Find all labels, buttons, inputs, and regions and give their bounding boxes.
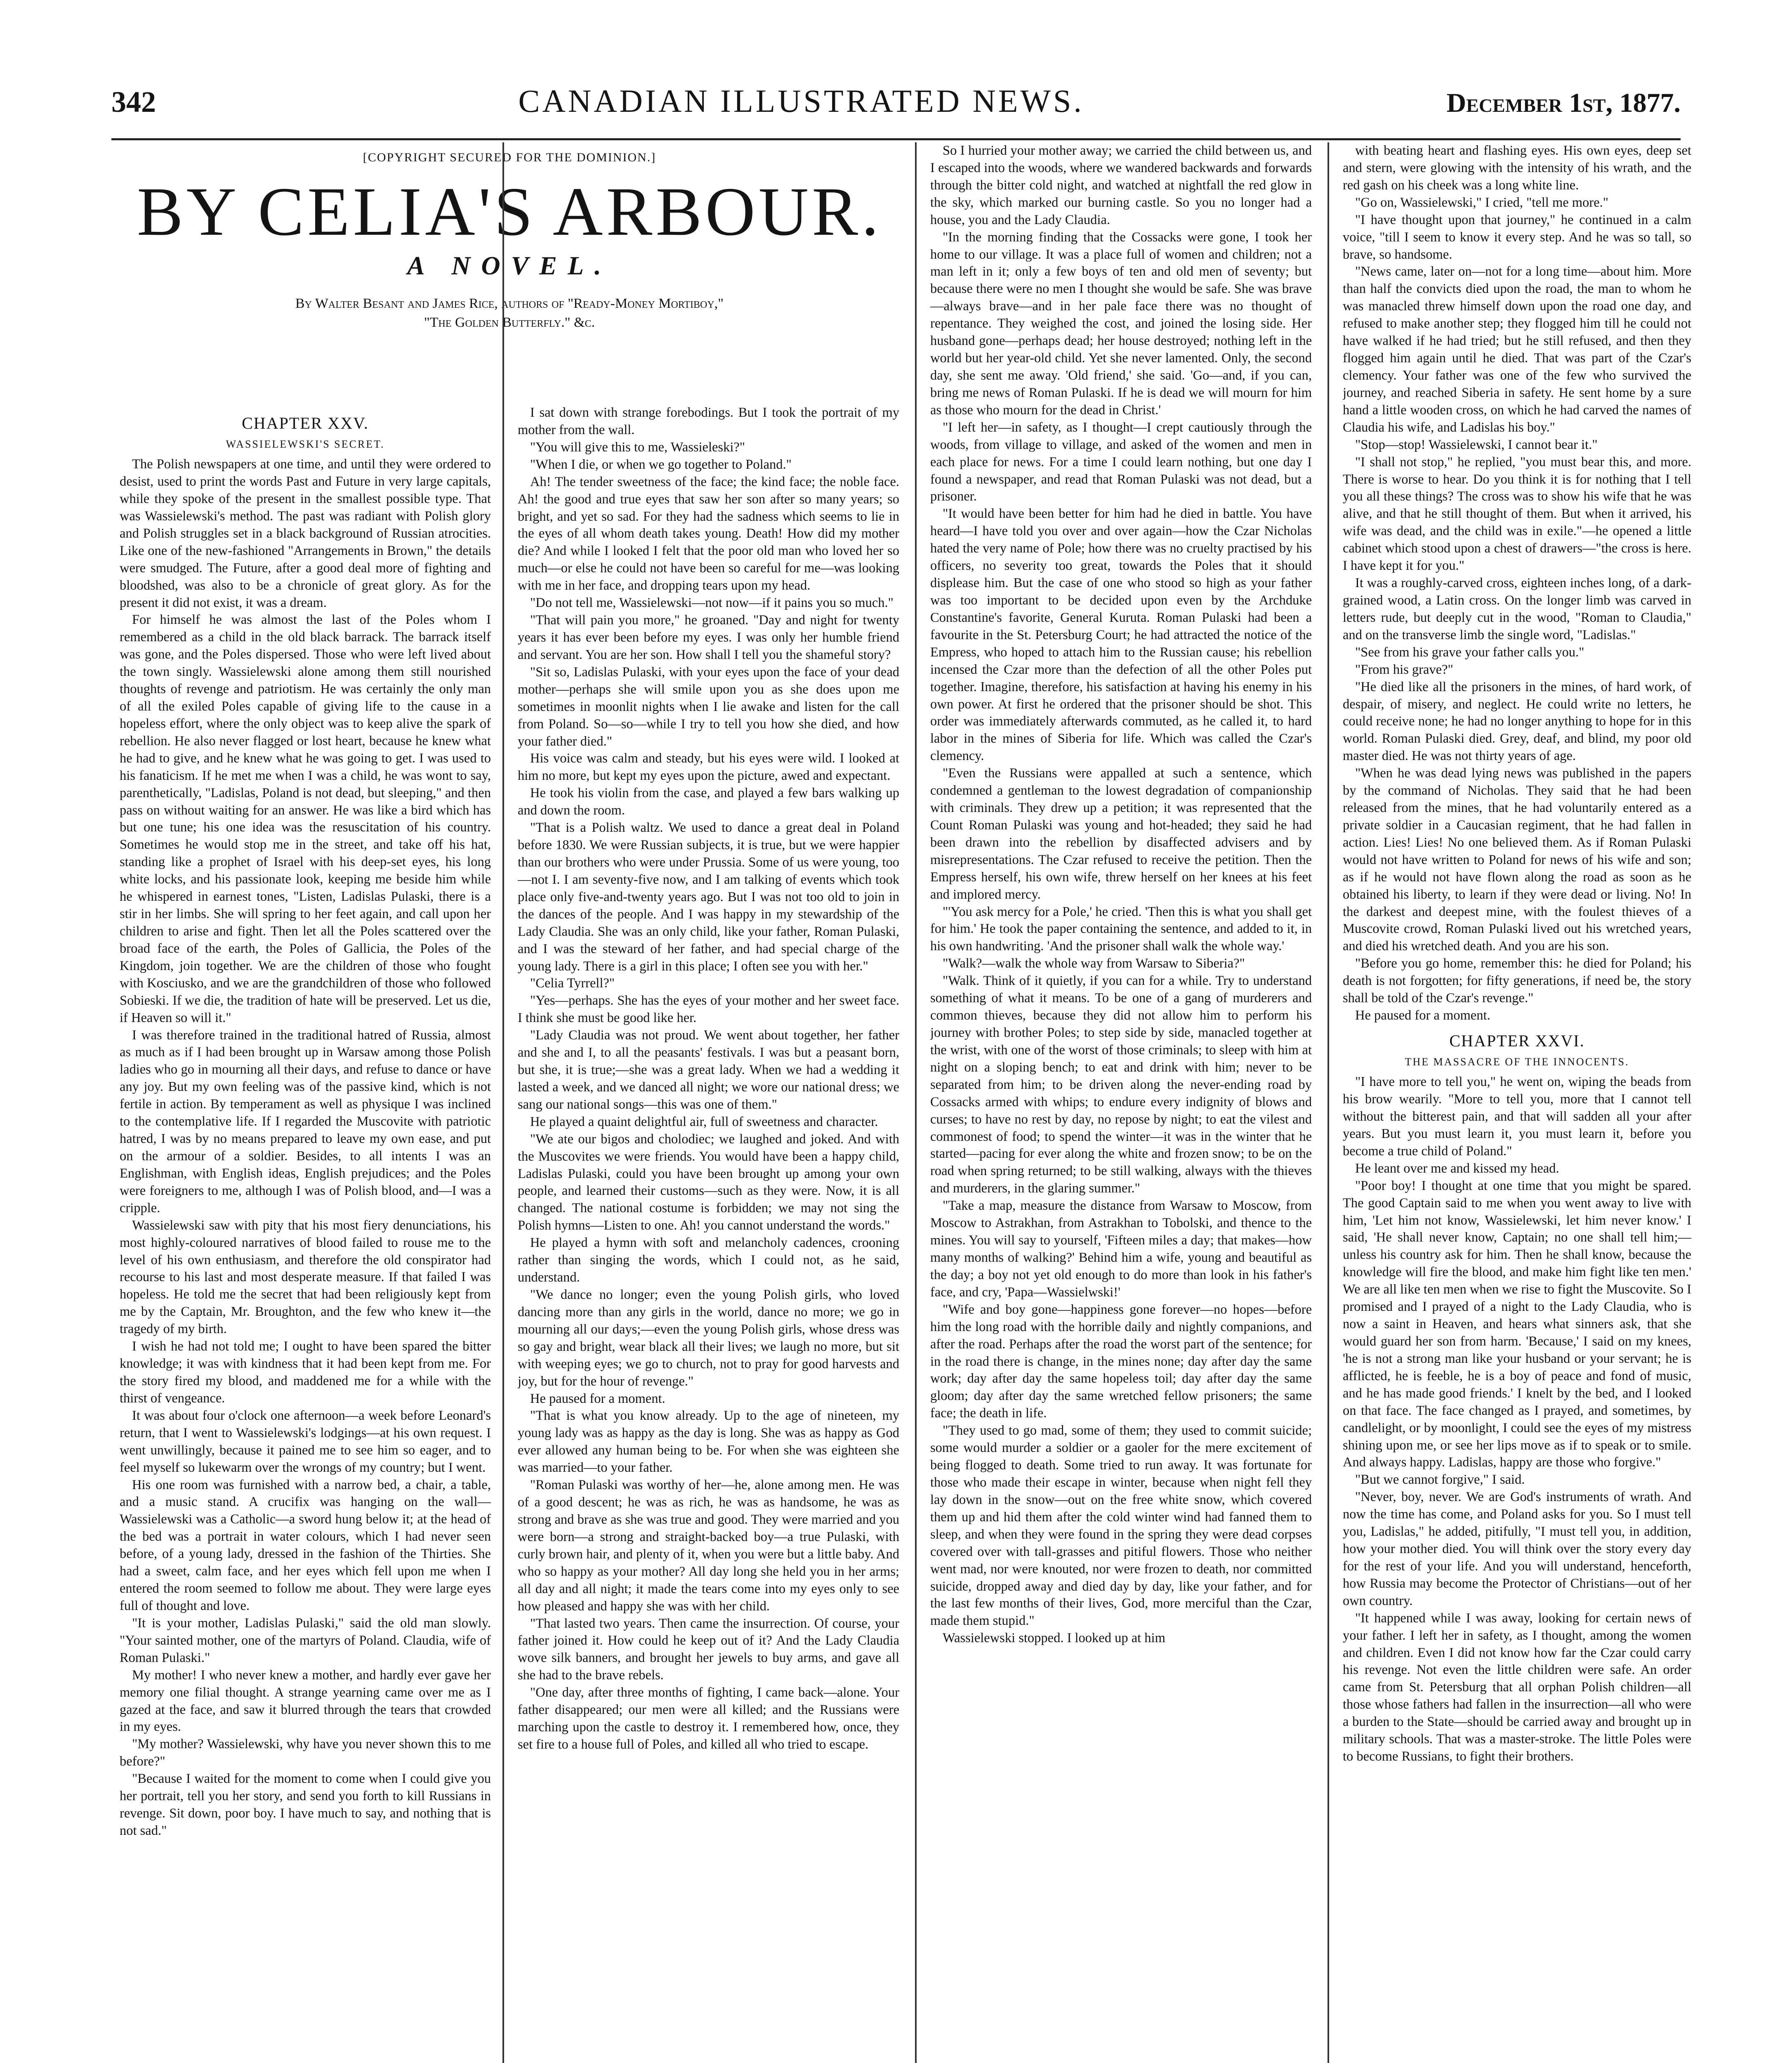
paragraph: "When he was dead lying news was published in the papers by the command of Nicholas. They said that he had been released from the mines, that he had voluntarily entered as a private soldier in a Caucasian regiment, that he had fallen in action. Lies! Lies! No one believed them. As if Roman Pulaski would not have written to Poland for news of his wife and son; as if he would not have flown along the road as soon as he obtained his liberty, to learn if they were dead or living. No! In the darkest and deepest mine, with the foulest thieves of a Muscovite crowd, Roman Pulaski lived out his wretched years, and died his wretched death. And you are his son. — [1343, 766, 1691, 954]
chapter-heading: CHAPTER XXV. — [242, 414, 369, 432]
paragraph: "Before you go home, remember this: he died for Poland; his death is not forgotten; for fifty generations, if need be, the story shall be told of the Czar's revenge." — [1343, 956, 1691, 1006]
paragraph: He played a hymn with soft and melancholy cadences, crooning rather than singing the words, which I could not, as he said, understand. — [518, 1235, 899, 1285]
paragraph: Wassielewski saw with pity that his most fiery denunciations, his most highly-coloured narratives of blood failed to rouse me to the level of his own enthusiasm, and therefore the old conspirator had recourse to his last and most desperate measure. If that failed I was hopeless. He told me the secret that had been religiously kept from me by the Captain, Mr. Broughton, and the few who knew it—the tragedy of my birth. — [120, 1218, 491, 1337]
chapter-xxv-start — [120, 413, 491, 1840]
paragraph: "In the morning finding that the Cossacks were gone, I took her home to our village. It was a place full of women and children; not a man left in it; only a few boys of ten and old men of seventy; but because there were no men I thought she would be safe. She was brave—always brave—and in her pale face there was no thought of repentance. They weighed the cost, and joined the losing side. Her husband gone—perhaps dead; her house destroyed; nothing left in the world but her year-old child. Yet she never lamented. Only, the second day, she sent me away. 'Old friend,' she said. 'Go—and, if you can, bring me news of Roman Pulaski. If he is dead we will mourn for him as those who mourn for the dead in Christ.' — [930, 229, 1312, 418]
paragraph: He took his violin from the case, and played a few bars walking up and down the room. — [518, 786, 899, 818]
paragraph: "Roman Pulaski was worthy of her—he, alone among men. He was of a good descent; he was as rich, he was as handsome, he was as strong and brave as she was true and good. They were married and you were born—a strong and straight-backed boy—a true Pulaski, with curly brown hair, and plenty of it, when you were but a little baby. And who so happy as your mother? All day long she held you in her arms; all day and all night; it made the tears come into my eyes only to see how pleased and happy she was with her child. — [518, 1478, 899, 1614]
paragraph: "Wife and boy gone—happiness gone forever—no hopes—before him the long road with the horrible daily and nightly companions, and after the road. Perhaps after the road the worst part of the sentence; for in the road there is change, in the mines none; day after day the same work; day after day the same hopeless toil; day after day the same gloom; day after day the same wretched fellow prisoners; the same face; the death in life. — [930, 1302, 1312, 1421]
column-rule — [502, 142, 504, 2063]
paragraph: "I have more to tell you," he went on, wiping the beads from his brow wearily. "More to tell you, more that I cannot tell without the bitterest pain, and that will sadden all your after years. But you must learn it, you must learn it, before you become a true child of Poland." — [1343, 1074, 1691, 1159]
paragraph: "Walk?—walk the whole way from Warsaw to Siberia?" — [943, 956, 1245, 971]
chapter-subheading: THE MASSACRE OF THE INNOCENTS. — [1405, 1055, 1629, 1068]
paragraph: The Polish newspapers at one time, and until they were ordered to desist, used to print the words Past and Future in very large capitals, while they spoke of the present in the smallest possible type. That was Wassielewski's method. The past was radiant with Polish glory and Polish struggles set in a black background of Russian atrocities. Like one of the new-fashioned "Arrangements in Brown," the details were smudged. The Future, after a good deal more of fighting and bloodshed, was also to be a chronicle of great glory. As for the present it did not exist, it was a dream. — [120, 457, 491, 610]
column-3-text — [930, 142, 1312, 1647]
paragraph: "But we cannot forgive," I said. — [1355, 1472, 1525, 1487]
column-rule — [915, 142, 917, 2063]
paragraph: He leant over me and kissed my head. — [1355, 1161, 1559, 1176]
paragraph: "Lady Claudia was not proud. We went about together, her father and she and I, to all the peasants' festivals. I was but a peasant born, but she, it is true;—she was a great lady. When we had a wedding it lasted a week, and we danced all night; we wore our national dress; we sang our national songs—this was one of them." — [518, 1028, 899, 1112]
paragraph: His one room was furnished with a narrow bed, a chair, a table, and a music stand. A crucifix was hanging on the wall—Wassielewski was a Catholic—a sword hung below it; at the head of the bed was a portrait in water colours, which I had never seen before, of a young lady, dressed in the fashion of the Thirties. She had a sweet, calm face, and her eyes which fell upon me when I entered the room seemed to follow me about. They were large eyes full of thought and love. — [120, 1477, 491, 1613]
column-4-text — [1343, 142, 1691, 1024]
paragraph: "They used to go mad, some of them; they used to commit suicide; some would murder a soldier or a gaoler for the mere excitement of being flogged to death. Some tried to run away. It was fortunate for those who made their escape in winter, because when night fell they lay down in the snow—out on the free white snow, which covered them up and hid them after the cold winter wind had fanned them to sleep, and when they were found in the spring they were dead corpses covered over with tall-grasses and pitiful flowers. Those who neither went mad, nor were knouted, nor were frozen to death, nor committed suicide, dropped away and died day by day, like your father, and for the last few months of their lives, God, more merciful than the Czar, made them stupid." — [930, 1423, 1312, 1629]
paragraph: "Yes—perhaps. She has the eyes of your mother and her sweet face. I think she must be good like her. — [518, 993, 899, 1026]
paragraph: "It would have been better for him had he died in battle. You have heard—I have told you over and over again—how the Czar Nicholas hated the very name of Pole; how there was no cruelty practised by his officers, no severity too great, towards the Poles that it should displease him. But the case of one who stood so high as your father was too important to be decided upon even by the Archduke Constantine's favorite, General Kuruta. Roman Pulaski had been a favourite in the St. Petersburg Court; he had attracted the notice of the Empress, who hoped to attach him to the Russian cause; his rebellion incensed the Czar more than the defection of all the other Poles put together. Imagine, therefore, his satisfaction at having his enemy in his own power. At first he ordered that the prisoner should be shot. This order was immediately afterwards commuted, as he called it, to hard labor in the mines of Siberia for life. Which was called the Czar's clemency. — [930, 506, 1312, 764]
paragraph: "Go on, Wassielewski," I cried, "tell me more." — [1355, 195, 1608, 210]
paragraph: He paused for a moment. — [1355, 1008, 1490, 1023]
paragraph: It was a roughly-carved cross, eighteen inches long, of a dark-grained wood, a Latin cross. On the longer limb was carved in letters rude, but deeply cut in the wood, "Roman to Claudia," and on the transverse limb the single word, "Ladislas." — [1343, 576, 1691, 642]
column-3 — [930, 142, 1312, 2063]
paragraph: "Never, boy, never. We are God's instruments of wrath. And now the time has come, and Poland asks for you. So I must tell you, Ladislas," he added, pitifully, "I must tell you, in addition, how your mother died. You will think over the story every day for the rest of your life. And you will understand, henceforth, how Russia may become the Protector of Christians—out of her own country. — [1343, 1489, 1691, 1608]
page-number: 342 — [111, 85, 156, 118]
paragraph: "'You ask mercy for a Pole,' he cried. 'Then this is what you shall get for him.' He took the paper containing the sentence, and added to it, in his own handwriting. 'And the prisoner shall walk the whole way.' — [930, 904, 1312, 954]
paragraph: "News came, later on—not for a long time—about him. More than half the convicts died upon the road, the man to whom he was manacled threw himself down upon the road one day, and refused to make another step; they flogged him till he could not have walked if he had tried; but he still refused, and then they flogged him again until he died. That was part of the Czar's clemency. Your father was one of the few who survived the journey, and reached Siberia in safety. He sent home by a sure hand a little wooden cross, on which he had carved the names of Claudia his wife, and Ladislas his boy." — [1343, 264, 1691, 435]
paragraph: "That lasted two years. Then came the insurrection. Of course, your father joined it. How could he keep out of it? And the Lady Claudia wove silk banners, and brought her jewels to buy arms, and gave all she had to the brave rebels. — [518, 1616, 899, 1683]
column-1-text — [120, 456, 491, 1840]
story-subtitle: A NOVEL. — [407, 251, 612, 280]
paragraph: I was therefore trained in the traditional hatred of Russia, almost as much as if I had been brought up in Warsaw among those Polish ladies who go in mourning all their days, and refuse to dance or have any joy. But my own feeling was of the passive kind, which is not fertile in action. By temperament as well as physique I was inclined to the contemplative life. If I regarded the Muscovite with patriotic hatred, I was by no means prepared to leave my own ease, and put on the armour of a soldier. Besides, to all intents I was an Englishman, with English ideas, English prejudices; and the Poles were foreigners to me, although I was of Polish blood, and—I was a cripple. — [120, 1027, 491, 1216]
paragraph: "It happened while I was away, looking for certain news of your father. I left her in safety, as I thought, among the women and children. Even I did not know how far the Czar could carry his revenge. Not even the little children were safe. An order came from St. Petersburg that all orphan Polish children—all those whose fathers had fallen in the insurrection—all who were a burden to the State—should be carried away and brought up in military schools. That was a master-stroke. The little Poles were to become Russians, to fight their brothers. — [1343, 1610, 1691, 1764]
paragraph: "Sit so, Ladislas Pulaski, with your eyes upon the face of your dead mother—perhaps she will smile upon you as she does upon me sometimes in moonlit nights when I lie awake and listen for the call from Poland. So—so—while I try to tell you how she died, and how your father died." — [518, 664, 899, 749]
paragraph: "From his grave?" — [1355, 662, 1453, 677]
paragraph: "I left her—in safety, as I thought—I crept cautiously through the woods, from village to village, and asked of the women and men in each place for news. For a time I could learn nothing, but one day I found a newspaper, and read that Roman Pulaski was not dead, but a prisoner. — [930, 420, 1312, 504]
paragraph: "Poor boy! I thought at one time that you might be spared. The good Captain said to me when you went away to live with him, 'Let him not know, Wassielewski, let him never know.' I said, 'He shall never know, Captain; no one shall tell him;—unless his country ask for him. Then he shall know, because the knowledge will fire the blood, and make him fight like ten men.' We are all like ten men when we rise to fight the Muscovite. So I promised and I prayed of a night to the Lady Claudia, who is now a saint in Heaven, and hears what sinners ask, that she would guard her son from harm. 'Because,' I said on my knees, 'he is not a strong man like your husband or your servant; he is afflicted, he is feeble, he is a boy of peace and fond of music, and he has made good friends.' I knelt by the bed, and I looked on that face. The face changed as I prayed, and sometimes, by candlelight, or by moonlight, I could see the eyes of my mistress shining upon me, or see her lips move as if to speak or to smile. And always happy. Ladislas, happy are those who forgive." — [1343, 1178, 1691, 1470]
column-rule — [1327, 142, 1329, 2063]
column-4 — [1343, 142, 1691, 2063]
paragraph: "I shall not stop," he replied, "you must bear this, and more. There is worse to hear. Do you think it is for nothing that I tell you all these things? The cross was to show his wife that he was alive, and that he still thought of them. But when it arrived, his wife was dead, and the child was in exile."—he opened a little cabinet which stood upon a chest of drawers—"the cross is here. I have kept it for you." — [1343, 454, 1691, 574]
paragraph: "I have thought upon that journey," he continued in a calm voice, "till I seem to know it every step. And he was so tall, so brave, so handsome. — [1343, 212, 1691, 262]
paragraph: He paused for a moment. — [530, 1391, 665, 1406]
paragraph: "Do not tell me, Wassielewski—not now—if it pains you so much." — [530, 595, 894, 611]
journal-title: CANADIAN ILLUSTRATED NEWS. — [518, 83, 1084, 119]
paragraph: It was about four o'clock one afternoon—a week before Leonard's return, that I went to Wassielewski's lodgings—at his own request. I went unwillingly, because it pained me to see him so eager, and to feel myself so lukewarm over the wrongs of my country; but I went. — [120, 1408, 491, 1475]
paragraph: "That will pain you more," he groaned. "Day and night for twenty years it has ever been before my eyes. I was only her humble friend and servant. You are her son. How shall I tell you the shameful story? — [518, 613, 899, 662]
paragraph: Ah! The tender sweetness of the face; the kind face; the noble face. Ah! the good and true eyes that saw her son after so many years; so bright, and yet so sad. For they had the sadness which seems to lie in the eyes of all whom death takes young. Death! How did my mother die? And while I looked I felt that the poor old man who loved her so much—or else he could not have been so careful for me—was looking with me in her face, and dropping tears upon my head. — [518, 474, 899, 593]
paragraph: "That is a Polish waltz. We used to dance a great deal in Poland before 1830. We were Russian subjects, it is true, but we were happier than our brothers who were under Prussia. Some of us were young, too—not I. I am seventy-five now, and I am talking of events which took place only five-and-twenty years ago. But I was not too old to join in the dances of the people. And I was happy in my stewardship of the Lady Claudia. She was an only child, like your father, Roman Pulaski, and I was the steward of her father, and had special charge of the young lady. There is a girl in this place; I often see you with her." — [518, 820, 899, 974]
running-head — [111, 83, 1681, 136]
header-rule — [111, 138, 1681, 140]
paragraph: "Take a map, measure the distance from Warsaw to Moscow, from Moscow to Astrakhan, from Astrakhan to Tobolski, and thence to the mines. You will say to yourself, 'Fifteen miles a day; that makes—how many months of walking?' Behind him a wife, young and beautiful as the day; a boy not yet old enough to do more than look in his father's face, and cry, 'Papa—Wassielwski!' — [930, 1198, 1312, 1300]
copyright-notice: [COPYRIGHT SECURED FOR THE DOMINION.] — [363, 151, 656, 164]
paragraph: "See from his grave your father calls you." — [1355, 644, 1585, 660]
paragraph: "When I die, or when we go together to Poland." — [530, 457, 792, 472]
paragraph: For himself he was almost the last of the Poles whom I remembered as a child in the old black barrack. The barrack itself was gone, and the Poles dispersed. Those who were left lived about the town singly. Wassielewski alone among them still nourished thoughts of revenge and patriotism. He was certainly the only man of all the exiled Poles capable of giving life to the cause in a hopeless effort, where the only object was to keep alive the spark of rebellion. He also never flagged or lost heart, because he knew what he had to give, and he knew what he was going to get. I was used to his fanaticism. If he met me when I was a child, he was wont to say, parenthetically, "Ladislas, Poland is not dead, but sleeping," and then pass on without waiting for an answer. He was like a bird which has but one tune; his one idea was the resuscitation of his country. Sometimes he would stop me in the street, and take off his hat, standing like a prophet of Israel with his deep-set eyes, his long white locks, and his passionate look, keeping me beside him while he whispered in earnest tones, "Listen, Ladislas Pulaski, there is a stir in her limbs. She will spring to her feet again, and call upon her children to arise and fight. Then let all the Poles scattered over the broad face of the earth, the Poles of Gallicia, the Poles of the Kingdom, join together. We are the children of those who fought with Kosciusko, and we are the grandchildren of those who followed Sobieski. If we die, the tradition of hate will be preserved. Let us die, if Heaven so will it." — [120, 612, 491, 1025]
paragraph: He played a quaint delightful air, full of sweetness and character. — [530, 1114, 878, 1129]
chapter-subheading: WASSIELEWSKI'S SECRET. — [226, 438, 385, 450]
byline-line-2: "The Golden Butterfly." &c. — [424, 314, 595, 330]
paragraph: I sat down with strange forebodings. But I took the portrait of my mother from the wall. — [518, 405, 899, 437]
byline-line-1: By Walter Besant and James Rice, authors of "Ready-Money Mortiboy," — [295, 296, 724, 311]
column-4-text-cont — [1343, 1074, 1691, 1766]
story-title: BY CELIA'S ARBOUR. — [137, 173, 882, 250]
paragraph: I wish he had not told me; I ought to have been spared the bitter knowledge; it was with kindness that it had been kept from me. For the story fired my blood, and maddened me for a while with the thirst of vengeance. — [120, 1339, 491, 1406]
paragraph: "One day, after three months of fighting, I came back—alone. Your father disappeared; our men were all killed; and the Russians were marching upon the castle to destroy it. I remembered how, once, they set fire to a house full of Poles, and killed all who tried to escape. — [518, 1685, 899, 1752]
paragraph: "Stop—stop! Wassielewski, I cannot bear it." — [1355, 437, 1598, 452]
chapter-heading: CHAPTER XXVI. — [1449, 1032, 1585, 1050]
column-2 — [518, 142, 899, 2063]
paragraph: Wassielewski stopped. I looked up at him — [943, 1631, 1165, 1646]
paragraph: "Because I waited for the moment to come when I could give you her portrait, tell you her story, and send you forth to kill Russians in revenge. Sit down, poor boy. I have much to say, and nothing that is not sad." — [120, 1771, 491, 1838]
paragraph: My mother! I who never knew a mother, and hardly ever gave her memory one filial thought. A strange yearning came over me as I gazed at the face, and saw it blurred through the tears that crowded in my eyes. — [120, 1667, 491, 1735]
paragraph: "It is your mother, Ladislas Pulaski," said the old man slowly. "Your sainted mother, one of the martyrs of Poland. Claudia, wife of Roman Pulaski." — [120, 1615, 491, 1665]
paragraph: "Even the Russians were appalled at such a sentence, which condemned a gentleman to the lowest degradation of companionship with criminals. They drew up a petition; it was represented that the Count Roman Pulaski was young and hot-headed; they said he had been drawn into the rebellion by disaffected advisers and by misrepresentations. The Czar refused to receive the petition. Then the Empress herself, his own wife, threw herself on her knees at his feet and implored mercy. — [930, 766, 1312, 902]
paragraph: "We dance no longer; even the young Polish girls, who loved dancing more than any girls in the world, dance no more; we go in mourning all our days;—even the young Polish girls, whose dress was so gay and bright, wear black all their lives; we laugh no more, but sit with weeping eyes; we go to church, not to pray for good harvests and joy, but for the hour of revenge." — [518, 1287, 899, 1389]
issue-date: December 1st, 1877. — [1446, 88, 1681, 118]
paragraph: "That is what you know already. Up to the age of nineteen, my young lady was as happy as the day is long. She was as happy as God ever allowed any human being to be. For when she was eighteen she was married—to your father. — [518, 1408, 899, 1475]
column-2-text — [518, 404, 899, 1754]
column-1 — [120, 142, 491, 2063]
paragraph: "My mother? Wassielewski, why have you never shown this to me before?" — [120, 1737, 491, 1769]
paragraph: "He died like all the prisoners in the mines, of hard work, of despair, of misery, and neglect. He could write no letters, he could receive none; he had no longer anything to hope for in this world. Roman Pulaski died. Grey, deaf, and blind, my poor old master died. He was not thirty years of age. — [1343, 679, 1691, 764]
paragraph: "We ate our bigos and cholodiec; we laughed and joked. And with the Muscovites we were friends. You would have been a happy child, Ladislas Pulaski, could you have been brought up among your own people, and learned their customs—such as they were. Now, it is all changed. The national costume is forbidden; we may not sing the Polish hymns—Listen to one. Ah! you cannot understand the words." — [518, 1131, 899, 1233]
paragraph: "Walk. Think of it quietly, if you can for a while. Try to understand something of what it means. To be one of a gang of murderers and common thieves, because they did not allow him to perform his journey with brother Poles; to step side by side, manacled together at the wrist, with one of the worst of those criminals; to sleep with him at night on a sloping bench; to eat and drink with him; never to be separated from him; to be driven along the never-ending road by Cossacks armed with whips; to endure every indignity of blows and curses; to have no rest by day, no repose by night; to eat the vilest and commonest of food; to spend the winter—it was in the winter that he started—pacing for ever along the white and frozen snow; to be on the road when spring returned; to be still walking, always with the thieves and murderers, in the glaring summer." — [930, 973, 1312, 1196]
paragraph: with beating heart and flashing eyes. His own eyes, deep set and stern, were glowing with the intensity of his wrath, and the red gash on his cheek was a long white line. — [1343, 143, 1691, 193]
paragraph: So I hurried your mother away; we carried the child between us, and I escaped into the woods, where we wandered backwards and forwards through the bitter cold night, and watched at nightfall the red glow in the sky, which marked our burning castle. So you no longer had a house, you and the Lady Claudia. — [930, 143, 1312, 227]
paragraph: "Celia Tyrrell?" — [530, 976, 615, 991]
paragraph: "You will give this to me, Wassieleski?" — [530, 439, 745, 455]
paragraph: His voice was calm and steady, but his eyes were wild. I looked at him no more, but kept my eyes upon the picture, awed and expectant. — [518, 751, 899, 784]
